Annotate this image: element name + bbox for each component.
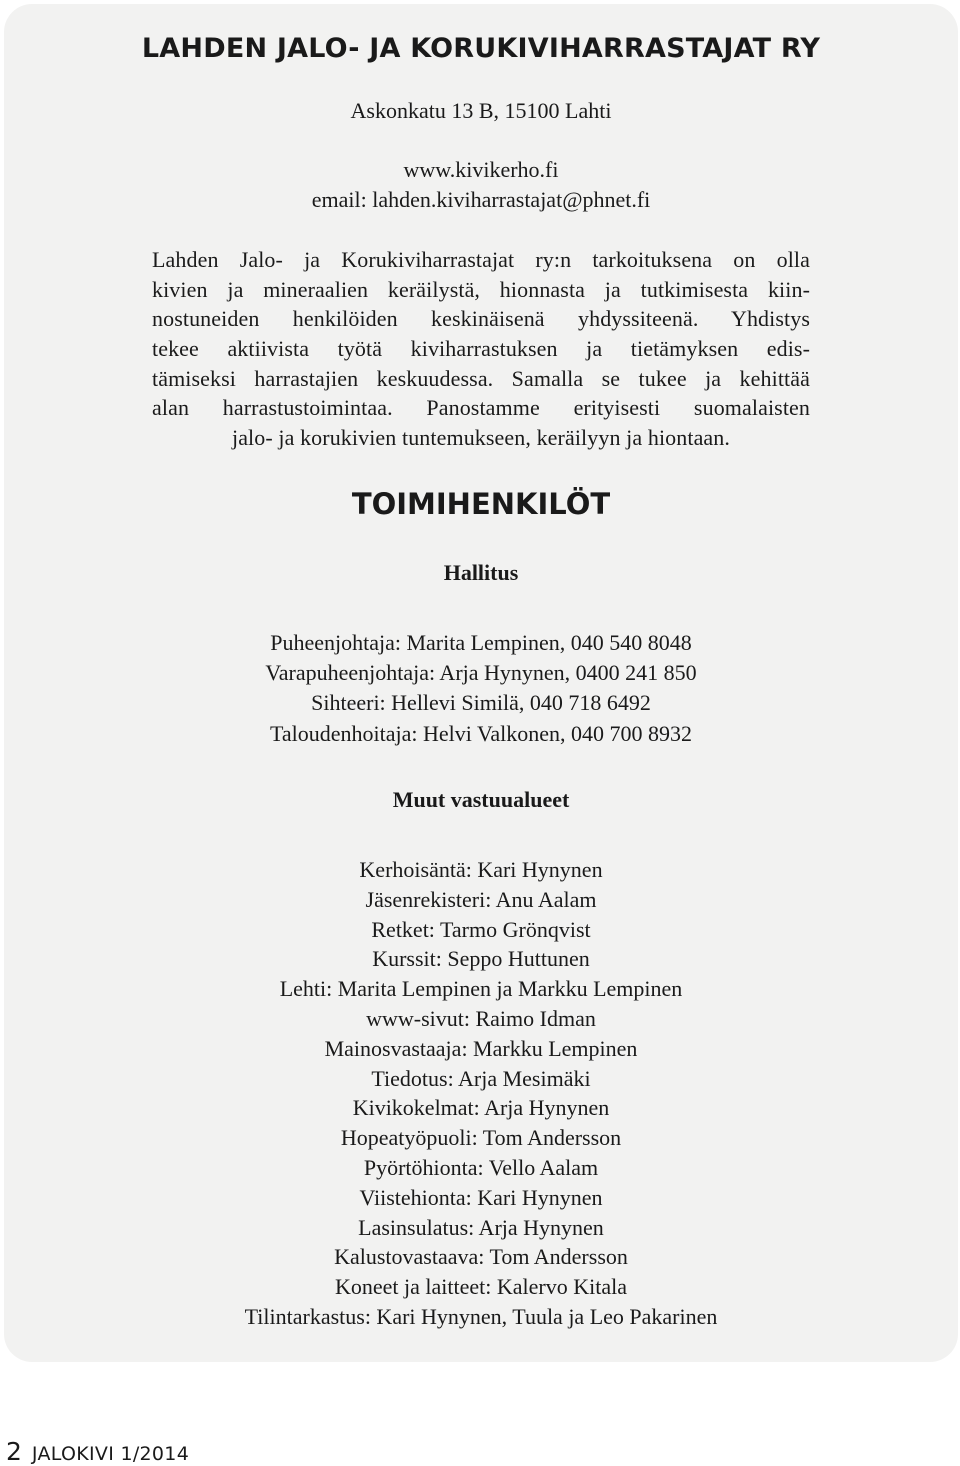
intro-line: Lahden Jalo- ja Korukiviharrastajat ry:n tarkoituksena on olla: [152, 247, 810, 272]
page-footer: [6, 1437, 189, 1466]
board-members-list: [0, 628, 960, 749]
email-link[interactable]: email: lahden.kiviharrastajat@phnet.fi: [311, 187, 651, 212]
organization-title: LAHDEN JALO- JA KORUKIVIHARRASTAJAT RY: [141, 33, 821, 64]
intro-line: kivien ja mineraalien keräilystä, hionnasta ja tutkimisesta kiin-: [152, 276, 810, 302]
board-member: Sihteeri: Hellevi Similä, 040 718 6492: [311, 689, 651, 715]
responsibility-item: Mainosvastaaja: Markku Lempinen: [324, 1035, 638, 1061]
responsibility-item: Pyörtöhionta: Vello Aalam: [363, 1154, 599, 1180]
officials-heading: TOIMIHENKILÖT: [351, 487, 611, 521]
intro-line: tekee aktiivista työtä kiviharrastuksen ja tietämyksen edis-: [152, 336, 810, 362]
responsibilities-list: [0, 855, 960, 1332]
responsibility-item: Kurssit: Seppo Huttunen: [372, 946, 590, 972]
responsibility-item: Jäsenrekisteri: Anu Aalam: [365, 886, 597, 912]
intro-line: alan harrastustoimintaa. Panostamme erityisesti suomalaisten: [152, 395, 810, 421]
board-member: Varapuheenjohtaja: Arja Hynynen, 0400 241 850: [265, 659, 697, 685]
website-link[interactable]: www.kivikerho.fi: [403, 157, 559, 182]
responsibility-item: Lehti: Marita Lempinen ja Markku Lempinen: [279, 976, 683, 1002]
board-heading: Hallitus: [443, 560, 519, 585]
responsibility-item: Tilintarkastus: Kari Hynynen, Tuula ja Leo Pakarinen: [244, 1303, 718, 1329]
responsibility-item: Kivikokelmat: Arja Hynynen: [352, 1095, 610, 1121]
responsibility-item: Viistehionta: Kari Hynynen: [359, 1184, 603, 1210]
responsibility-item: Tiedotus: Arja Mesimäki: [371, 1065, 591, 1091]
intro-line: nostuneiden henkilöiden keskinäisenä yhdyssiteenä. Yhdistys: [152, 306, 810, 332]
responsibility-item: Retket: Tarmo Grönqvist: [371, 916, 591, 942]
magazine-issue: JALOKIVI 1/2014: [31, 1443, 190, 1465]
responsibility-item: Lasinsulatus: Arja Hynynen: [358, 1214, 604, 1240]
responsibility-item: Kerhoisäntä: Kari Hynynen: [359, 857, 603, 882]
responsibility-item: www-sivut: Raimo Idman: [366, 1005, 596, 1031]
intro-line: tämiseksi harrastajien keskuudessa. Samalla se tukee ja kehittää: [152, 365, 810, 391]
intro-line: jalo- ja korukivien tuntemukseen, keräilyyn ja hiontaan.: [231, 425, 730, 451]
board-member: Taloudenhoitaja: Helvi Valkonen, 040 700 8932: [269, 721, 693, 747]
responsibility-item: Hopeatyöpuoli: Tom Andersson: [340, 1125, 622, 1151]
responsibility-item: Koneet ja laitteet: Kalervo Kitala: [335, 1274, 627, 1300]
board-member: Puheenjohtaja: Marita Lempinen, 040 540 8048: [270, 630, 692, 655]
other-responsibilities-heading: Muut vastuualueet: [392, 787, 570, 812]
intro-paragraph: [152, 245, 810, 453]
page-number: 2: [6, 1437, 22, 1466]
responsibility-item: Kalustovastaava: Tom Andersson: [334, 1244, 628, 1270]
address: Askonkatu 13 B, 15100 Lahti: [350, 98, 612, 123]
